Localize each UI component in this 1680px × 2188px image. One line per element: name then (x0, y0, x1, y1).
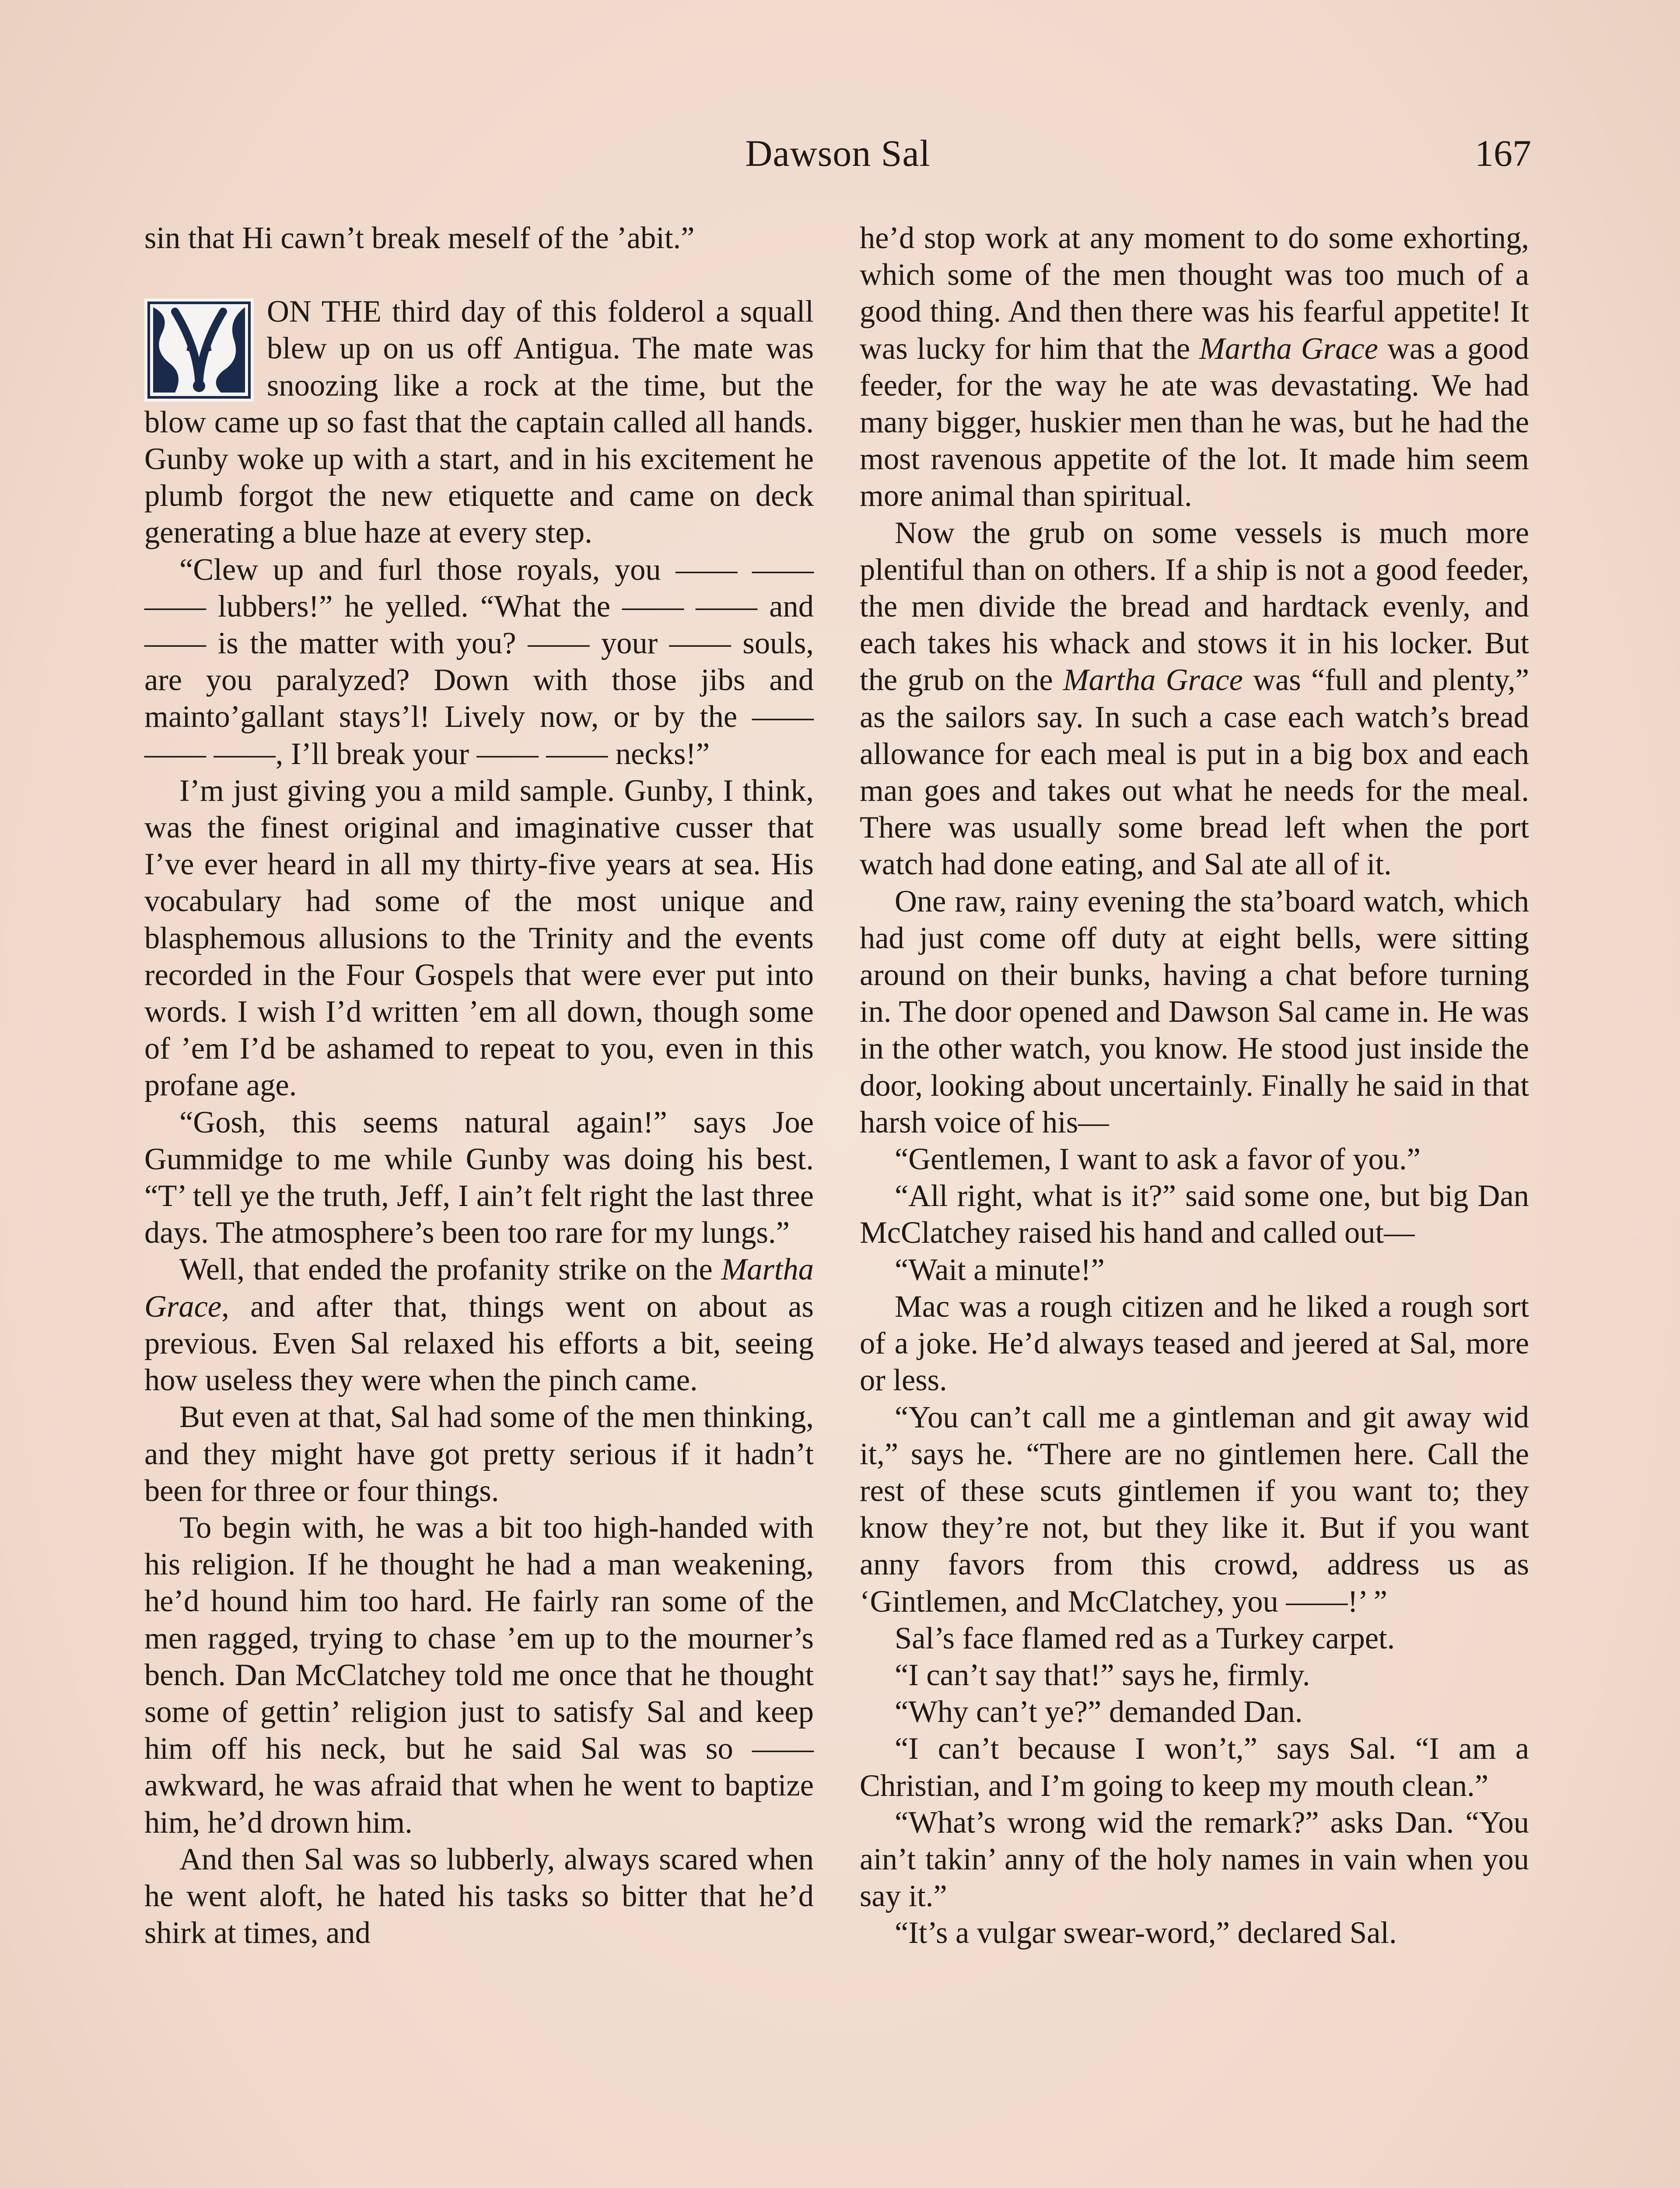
text-run: he’d stop work at any moment to do some exhorting, which some of the men thought was too much of a good thing. And then there was his fearful appetite! It was lucky for him that the (860, 221, 1529, 366)
paragraph: “Clew up and furl those royals, you —— —— —— lubbers!” he yelled. “What the —— —— and —— is the matter with you? —— your —— souls, are you paralyzed? Down with those jibs and mainto’gallant stays’l! Lively now, or by the —— —— ——, I’ll break your —— —— necks!” (144, 552, 814, 771)
paragraph: “You can’t call me a gintleman and git away wid it,” says he. “There are no gintlemen here. Call the rest of these scuts gintlemen if you want to; they know they’re not, but they like it. But if you want anny favors from this crowd, address us as ‘Gintlemen, and McClatchey, you ——!’ ” (860, 1400, 1529, 1619)
ship-name: Martha Grace (144, 1252, 814, 1324)
paragraph: And then Sal was so lubberly, always scared when he went aloft, he hated his tasks so bitter that he’d shirk at times, and (144, 1842, 814, 1950)
running-title: Dawson Sal (745, 132, 931, 174)
text-run: , and after that, things went on about as previous. Even Sal relaxed his efforts a bit, seeing how useless they were when the pinch came. (144, 1289, 814, 1398)
paragraph-with-drop-cap (144, 293, 814, 551)
paragraph: But even at that, Sal had some of the men thinking, and they might have got pretty serious if it hadn’t been for three or four things. (144, 1400, 814, 1508)
running-head (144, 131, 1531, 184)
text-run: was “full and plenty,” as the sailors say. In such a case each watch’s bread allowance for each meal is put in a big box and each man goes and takes out what he needs for the meal. There was usually some bread left when the port watch had done eating, and Sal ate all of it. (860, 663, 1529, 882)
page-number: 167 (1475, 132, 1531, 174)
text-run: was a good feeder, for the way he ate was devastating. We had many bigger, huskier men than he was, but he had the most ravenous appetite of the lot. It made him seem more animal than spiritual. (860, 331, 1529, 513)
drop-cap-paragraph-text: ON THE third day of this folderol a squall blew up on us off Antigua. The mate was snoozing like a rock at the time, but the blow came up so fast that the captain called all hands. Gunby woke up with a start, and in his excitement he plumb forgot the new etiquette and came on deck generating a blue haze at every step. (144, 295, 814, 550)
right-column (860, 220, 1529, 1952)
text-run: Now the grub on some vessels is much more plentiful than on others. If a ship is not a good feeder, the men divide the bread and hardtack evenly, and each takes his whack and stows it in his locker. But the grub on the (860, 515, 1529, 698)
drop-cap-ornament (144, 298, 254, 402)
paragraph: “Why can’t ye?” demanded Dan. (895, 1695, 1303, 1729)
ship-name: Martha Grace (1063, 663, 1243, 698)
text-run: Well, that ended the profanity strike on the (179, 1252, 721, 1287)
paragraph: “I can’t because I won’t,” says Sal. “I am a Christian, and I’m going to keep my mouth clean.” (860, 1732, 1529, 1803)
paragraph: One raw, rainy evening the sta’board watch, which had just come off duty at eight bells, were sitting around on their bunks, having a chat before turning in. The door opened and Dawson Sal came in. He was in the other watch, you know. He stood just inside the door, looking about uncertainly. Finally he said in that harsh voice of his— (860, 884, 1529, 1140)
left-column (144, 220, 814, 1951)
paragraph: “All right, what is it?” said some one, but big Dan McClatchey raised his hand and called out— (860, 1179, 1529, 1250)
ship-name: Martha Grace (1199, 331, 1378, 366)
paragraph: “Gosh, this seems natural again!” says Joe Gummidge to me while Gunby was doing his best. “T’ tell ye the truth, Jeff, I ain’t felt right the last three days. The atmosphere’s been too rare for my lungs.” (144, 1105, 814, 1250)
paragraph (860, 515, 1529, 883)
paragraph: “What’s wrong wid the remark?” asks Dan. “You ain’t takin’ anny of the holy names in vain when you say it.” (860, 1805, 1529, 1914)
paragraph (144, 1251, 814, 1399)
paragraph: I’m just giving you a mild sample. Gunby, I think, was the finest original and imaginative cusser that I’ve ever heard in all my thirty-five years at sea. His vocabulary had some of the most unique and blasphemous allusions to the Trinity and the events recorded in the Four Gospels that were ever put into words. I wish I’d written ’em all down, though some of ’em I’d be ashamed to repeat to you, even in this profane age. (144, 773, 814, 1103)
paragraph: Mac was a rough citizen and he liked a rough sort of a joke. He’d always teased and jeered at Sal, more or less. (860, 1289, 1529, 1398)
paragraph: “Wait a minute!” (895, 1252, 1105, 1287)
paragraph: “It’s a vulgar swear-word,” declared Sal. (895, 1916, 1397, 1950)
paragraph: sin that Hi cawn’t break meself of the ’abit.” (144, 221, 695, 255)
paragraph: To begin with, he was a bit too high-handed with his religion. If he thought he had a man weakening, he’d hound him too hard. He fairly ran some of the men ragged, trying to chase ’em up to the mourner’s bench. Dan McClatchey told me once that he thought some of gettin’ religion just to satisfy Sal and keep him off his neck, but he said Sal was so —— awkward, he was afraid that when he went to baptize him, he’d drown him. (144, 1510, 814, 1840)
paragraph: Sal’s face flamed red as a Turkey carpet. (895, 1621, 1395, 1655)
paragraph: “Gentlemen, I want to ask a favor of you.” (895, 1142, 1421, 1177)
drop-cap-image (144, 298, 254, 402)
paragraph (860, 220, 1529, 515)
paragraph: “I can’t say that!” says he, firmly. (895, 1658, 1310, 1692)
